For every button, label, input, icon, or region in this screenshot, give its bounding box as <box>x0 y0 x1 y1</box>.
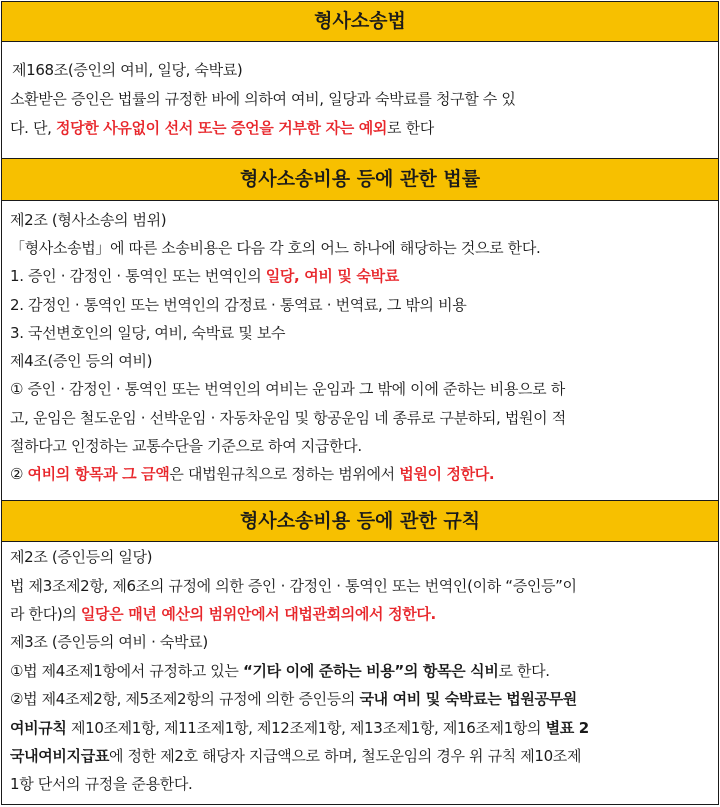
article-text: ② 여비의 항목과 그 금액은 대법원규칙으로 정하는 범위에서 법원이 정한다. <box>10 465 495 483</box>
article-text: 절하다고 인정하는 교통수단을 기준으로 하여 지급한다. <box>10 437 362 455</box>
article-heading: 제2조 (형사소송의 범위) <box>10 211 167 229</box>
list-item: 1. 증인 · 감정인 · 통역인 또는 번역인의 일당, 여비 및 숙박료 <box>10 267 399 285</box>
article-text: 법 제3조제2항, 제6조의 규정에 의한 증인 · 감정인 · 통역인 또는 번역인(이하 “증인등”이 <box>10 577 577 595</box>
article-text: 여비규칙 제10조제1항, 제11조제1항, 제12조제1항, 제13조제1항, 제16조제1항의 별표 2 <box>10 719 589 737</box>
document-page <box>1 1 719 805</box>
bold-text: 국내 여비 및 숙박료는 법원공무원 <box>359 690 577 708</box>
highlight-text: 일당은 매년 예산의 범위안에서 대법관회의에서 정한다. <box>80 605 436 623</box>
bold-text: 여비규칙 <box>10 719 67 737</box>
bold-text: “기타 이에 준하는 비용”의 항목은 식비 <box>242 662 499 680</box>
bottom-border <box>1 804 719 805</box>
article-text: 라 한다)의 일당은 매년 예산의 범위안에서 대법관회의에서 정한다. <box>10 605 436 623</box>
bold-text: 별표 2 <box>545 719 589 737</box>
section-title-costs-act: 형사소송비용 등에 관한 법률 <box>1 158 719 201</box>
article-heading: 제2조 (증인등의 일당) <box>10 548 153 566</box>
article-heading: 제168조(증인의 여비, 일당, 숙박료) <box>12 61 243 79</box>
article-text: 다. 단, 정당한 사유없이 선서 또는 증언을 거부한 자는 예외로 한다 <box>10 119 434 137</box>
list-item: 2. 감정인 · 통역인 또는 번역인의 감정료 · 통역료 · 번역료, 그 밖의 비용 <box>10 296 467 314</box>
article-heading: 제3조 (증인등의 여비 · 숙박료) <box>10 633 208 651</box>
article-text: 국내여비지급표에 정한 제2호 해당자 지급액으로 하며, 철도운임의 경우 위 규칙 제10조제 <box>10 747 582 765</box>
section-body-costs-act <box>1 201 719 501</box>
article-text: 「형사소송법」에 따른 소송비용은 다음 각 호의 어느 하나에 해당하는 것으로 한다. <box>10 239 541 257</box>
article-heading: 제4조(증인 등의 여비) <box>10 352 153 370</box>
article-text: 소환받은 증인은 법률의 규정한 바에 의하여 여비, 일당과 숙박료를 청구할 수 있 <box>10 90 516 108</box>
article-text: 1항 단서의 규정을 준용한다. <box>10 775 193 793</box>
highlight-text: 여비의 항목과 그 금액 <box>27 465 170 483</box>
highlight-text: 법원이 정한다. <box>399 465 495 483</box>
article-text: ①법 제4조제1항에서 규정하고 있는 “기타 이에 준하는 비용”의 항목은 식비로 한다. <box>10 662 550 680</box>
section-body-criminal-procedure-act <box>1 42 719 159</box>
article-text: ②법 제4조제2항, 제5조제2항의 규정에 의한 증인등의 국내 여비 및 숙박료는 법원공무원 <box>10 690 577 708</box>
article-text: 고, 운임은 철도운임 · 선박운임 · 자동차운임 및 항공운임 네 종류로 구분하되, 법원이 적 <box>10 409 566 427</box>
article-text: ① 증인 · 감정인 · 통역인 또는 번역인의 여비는 운임과 그 밖에 이에 준하는 비용으로 하 <box>10 380 565 398</box>
highlight-text: 정당한 사유없이 선서 또는 증언을 거부한 자는 예외 <box>55 119 388 137</box>
bold-text: 국내여비지급표 <box>10 747 109 765</box>
list-item: 3. 국선변호인의 일당, 여비, 숙박료 및 보수 <box>10 324 286 342</box>
section-title-criminal-procedure-act: 형사소송법 <box>1 1 719 42</box>
highlight-text: 일당, 여비 및 숙박료 <box>265 267 399 285</box>
section-body-costs-rules <box>1 542 719 805</box>
section-title-costs-rules: 형사소송비용 등에 관한 규칙 <box>1 500 719 542</box>
